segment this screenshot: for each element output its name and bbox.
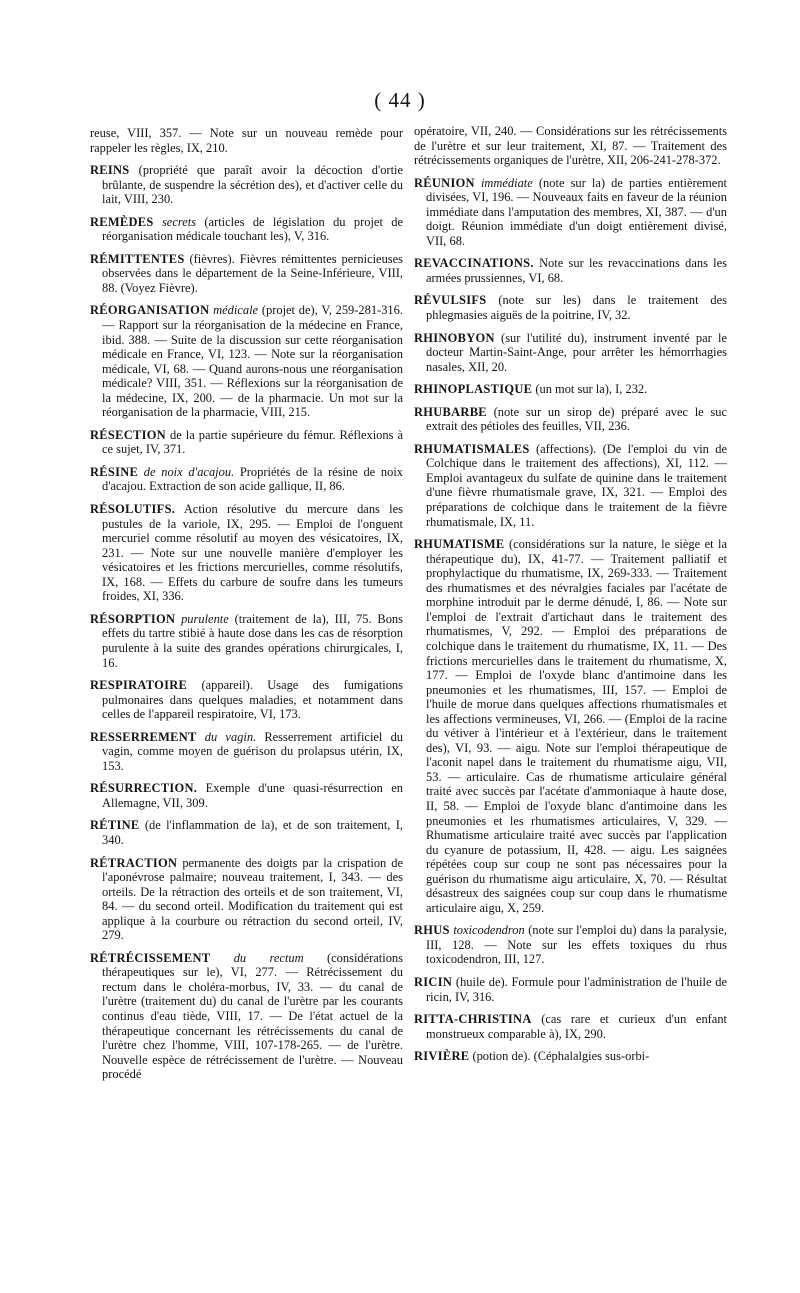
index-entry	[414, 1049, 727, 1064]
entry-headword: RHINOPLASTIQUE	[414, 382, 533, 397]
entry-headword: RÉSECTION	[90, 427, 166, 442]
entry-headword: RÉVULSIFS	[414, 293, 487, 308]
entry-headword: REMÈDES	[90, 214, 154, 229]
entry-headword: RÉORGANISATION	[90, 303, 210, 318]
entry-qualifier: purulente	[175, 611, 229, 626]
entry-text: opératoire, VII, 240. — Considérations sur les rétrécissements de l'urètre et sur leur traitement, XI, 87. — Traitement des rétrécissements organiques de l'urètre, XII, 206-241-278-372.	[414, 124, 727, 168]
index-entry	[90, 215, 403, 244]
entry-text: (projet de), V, 259-281-316. — Rapport sur la réorganisation de la médecine en France, ibid. 388. — Suite de la discussion sur cette réorganisation médicale en France, VI, 123. — Note sur la réorganisation médicale, VI, 68. — Quand aurons-nous une réorganisation médicale? VIII, 351. — Réflexions sur la réorganisation de la médecine, IX, 200. — de la pharmacie. Un mot sur la réorganisation de la pharmacie, VIII, 215.	[102, 303, 403, 420]
entry-text: (fièvres). Fièvres rémittentes pernicieuses observées dans le département de la Seine-Inférieure, VIII, 88. (Voyez Fièvre).	[102, 251, 403, 295]
index-entry	[414, 923, 727, 967]
entry-headword: RESSERREMENT	[90, 729, 197, 744]
entry-headword: RÉTRACTION	[90, 855, 178, 870]
entry-headword: RÉSORPTION	[90, 611, 176, 626]
index-entry	[90, 163, 403, 207]
entry-text: Action résolutive du mercure dans les pustules de la variole, IX, 295. — Emploi de l'onguent mercuriel comme résolutif au moyen des vésicatoires, IX, 231. — Note sur une nouvelle manière d'employer les vésicatoires et les frictions mercurielles, comme résolutifs, IX, 168. — Effets du carbure de soufre dans les tumeurs froides, XI, 336.	[102, 502, 403, 604]
entry-text: (considérations sur la nature, le siège et la thérapeutique du), IX, 41-77. — Traitement palliatif et prophylactique du rhumatisme, IX, 269-333. — Traitement des rhumatismes et des névralgies faciales par l'acétate de morphine introduit par le derme dénudé, I, 86. — Note sur l'emploi de l'extrait d'artichaut dans le traitement des rhumatismes, V, 292. — Emploi des préparations de colchique dans le traitement du rhumatisme, IX, 11. — Des frictions mercurielles dans le traitement du rhumatisme, X, 177. — Emploi de l'oxyde blanc d'antimoine dans les pneumonies et les rhumatismes, III, 157. — Emploi de l'huile de morue dans quelques affections rhumatismales et les affections vermineuses, VI, 266. — (Emploi de la racine du vétiver à l'intérieur et à l'extérieur, dans le traitement des), VI, 93. — aigu. Note sur l'emploi thérapeutique de l'aconit napel dans le traitement du rhumatisme aigu, VII, 53. — articulaire. Cas de rhumatisme articulaire général traité avec succès par l'acétate d'ammoniaque à haute dose, II, 58. — Emploi de l'oxyde blanc d'antimoine dans les pneumonies et les rhumatismes articulaires, V, 329. — Rhumatisme articulaire traité avec succès par l'application du cyanure de potassium, II, 428. — aigu. Les saignées répétées coup sur coup ne sont pas nécessaires pour la guérison du rhumatisme aigu articulaire, X, 70. — Résultat désastreux des saignées coup sur coup dans le rhumatisme articulaire aigu, X, 259.	[426, 537, 727, 915]
index-entry	[414, 405, 727, 434]
entry-headword: RHUMATISME	[414, 537, 505, 552]
index-entry	[90, 502, 403, 604]
entry-qualifier: du vagin.	[196, 729, 257, 744]
entry-text: (affections). (De l'emploi du vin de Colchique dans le traitement des affections), XI, 112. — Emploi avantageux du sulfate de quinine dans le traitement d'une fièvre rhumatismale grave, IX, 321. — Emploi des préparations de colchique dans le traitement de la fièvre rhumatismale, IX, 11.	[426, 441, 727, 529]
index-entry	[414, 975, 727, 1004]
index-entry	[90, 781, 403, 810]
entry-headword: RÉTINE	[90, 818, 140, 833]
entry-qualifier: de noix d'acajou.	[138, 464, 235, 479]
index-entry	[414, 537, 727, 915]
index-entry	[90, 126, 403, 155]
entry-qualifier: toxicodendron	[449, 923, 525, 938]
entry-text: Resserrement artificiel du vagin, comme moyen de guérison du prolapsus utérin, IX, 153.	[102, 729, 404, 773]
index-entry	[414, 256, 727, 285]
index-entry	[90, 252, 403, 296]
entry-headword: RHINOBYON	[414, 330, 495, 345]
entry-text: (note sur un sirop de) préparé avec le suc extrait des pétioles des feuilles, VII, 236.	[426, 404, 727, 434]
index-entry	[414, 442, 727, 529]
entry-qualifier: du rectum	[210, 950, 304, 965]
entry-headword: RÉSOLUTIFS.	[90, 502, 176, 517]
entry-text: reuse, VIII, 357. — Note sur un nouveau remède pour rappeler les règles, IX, 210.	[90, 126, 403, 155]
index-entry	[90, 303, 403, 419]
entry-text: Propriétés de la résine de noix d'acajou. Extraction de son acide gallique, II, 86.	[102, 464, 403, 494]
entry-headword: RÉSURRECTION.	[90, 781, 198, 796]
entry-qualifier: secrets	[153, 214, 197, 229]
index-entry	[90, 951, 403, 1082]
right-column	[414, 124, 727, 1072]
entry-headword: RÉTRÉCISSEMENT	[90, 950, 211, 965]
index-entry	[90, 612, 403, 670]
entry-text: (appareil). Usage des fumigations pulmonaires dans quelques maladies, et notamment dans celles de l'appareil respiratoire, VI, 173.	[102, 678, 403, 722]
index-entry	[414, 293, 727, 322]
entry-text: (sur l'utilité du), instrument inventé par le docteur Martin-Saint-Ange, pour arrêter les hémorrhagies nasales, XII, 20.	[426, 330, 727, 374]
entry-text: permanente des doigts par la crispation de l'aponévrose palmaire; nouveau traitement, I, 343. — des orteils. De la rétraction des orteils et de son traitement, VI, 84. — du second orteil. Modification du traitement qui est applique à la courbure ou rétraction du second orteil, IV, 279.	[102, 855, 403, 943]
entry-headword: REINS	[90, 163, 130, 178]
entry-text: (un mot sur la), I, 232.	[532, 382, 648, 397]
entry-headword: RÉMITTENTES	[90, 251, 185, 266]
entry-headword: RICIN	[414, 974, 453, 989]
entry-text: (potion de). (Céphalalgies sus-orbi-	[469, 1049, 650, 1064]
index-entry	[90, 818, 403, 847]
index-entry	[90, 465, 403, 494]
left-column	[90, 126, 403, 1090]
entry-headword: RHUBARBE	[414, 404, 487, 419]
index-entry	[414, 331, 727, 375]
index-entry	[414, 124, 727, 168]
entry-text: Note sur les revaccinations dans les armées prussiennes, VI, 68.	[426, 256, 727, 285]
index-entry	[90, 428, 403, 457]
entry-text: (note sur la) de parties entièrement divisées, VI, 196. — Nouveaux faits en faveur de la réunion immédiate dans l'amputation des membres, XI, 387. — d'un doigt. Réunion immédiate d'un doigt entièrement divisé, VII, 68.	[426, 175, 727, 248]
entry-text: (note sur l'emploi du) dans la paralysie, III, 128. — Note sur les effets toxiques du rhus toxicodendron, III, 127.	[426, 923, 727, 967]
entry-text: (propriété que paraît avoir la décoction d'ortie brûlante, de suspendre la sécrétion des), et d'activer celle du lait, VIII, 230.	[102, 163, 403, 207]
index-entry	[90, 678, 403, 722]
entry-headword: RESPIRATOIRE	[90, 678, 188, 693]
index-entry	[414, 1012, 727, 1041]
entry-qualifier: immédiate	[474, 175, 533, 190]
page-number: ( 44 )	[374, 88, 426, 112]
entry-text: (cas rare et curieux d'un enfant monstrueux comparable à), IX, 290.	[426, 1012, 727, 1041]
entry-headword: RHUMATISMALES	[414, 441, 530, 456]
index-entry	[414, 176, 727, 249]
entry-text: (note sur les) dans le traitement des phlegmasies aiguës de la poitrine, IV, 32.	[426, 293, 727, 323]
entry-headword: RHUS	[414, 923, 450, 938]
entry-text: Exemple d'une quasi-résurrection en Allemagne, VII, 309.	[102, 781, 403, 810]
entry-headword: REVACCINATIONS.	[414, 256, 534, 271]
index-entry	[90, 856, 403, 943]
entry-text: de la partie supérieure du fémur. Réflexions à ce sujet, IV, 371.	[102, 427, 403, 457]
entry-text: (considérations thérapeutiques sur le), VI, 277. — Rétrécissement du rectum dans le choléra-morbus, IV, 33. — du canal de l'urètre (traitement du) du canal de l'urètre par les courants continus d'eau tiède, VIII, 17. — De l'état actuel de la thérapeutique concernant les rétrécissements du canal de l'urètre chez l'homme, VIII, 107-178-265. — de l'urètre. Nouvelle espèce de rétrécissement de l'urètre. — Nouveau procédé	[102, 950, 403, 1082]
entry-headword: RIVIÈRE	[414, 1049, 470, 1064]
entry-text: (traitement de la), III, 75. Bons effets du tartre stibié à haute dose dans les cas de résorption purulente à la suite des grandes opérations chirurgicales, I, 16.	[102, 611, 403, 670]
entry-qualifier: médicale	[209, 303, 259, 318]
index-entry	[414, 382, 727, 397]
entry-text: (de l'inflammation de la), et de son traitement, I, 340.	[102, 818, 403, 847]
entry-text: (articles de législation du projet de réorganisation médicale touchant les), V, 316.	[102, 214, 403, 244]
entry-headword: RÉUNION	[414, 175, 475, 190]
entry-headword: RÉSINE	[90, 464, 139, 479]
index-entry	[90, 730, 403, 774]
entry-text: (huile de). Formule pour l'administration de l'huile de ricin, IV, 316.	[426, 974, 727, 1004]
entry-headword: RITTA-CHRISTINA	[414, 1012, 532, 1027]
